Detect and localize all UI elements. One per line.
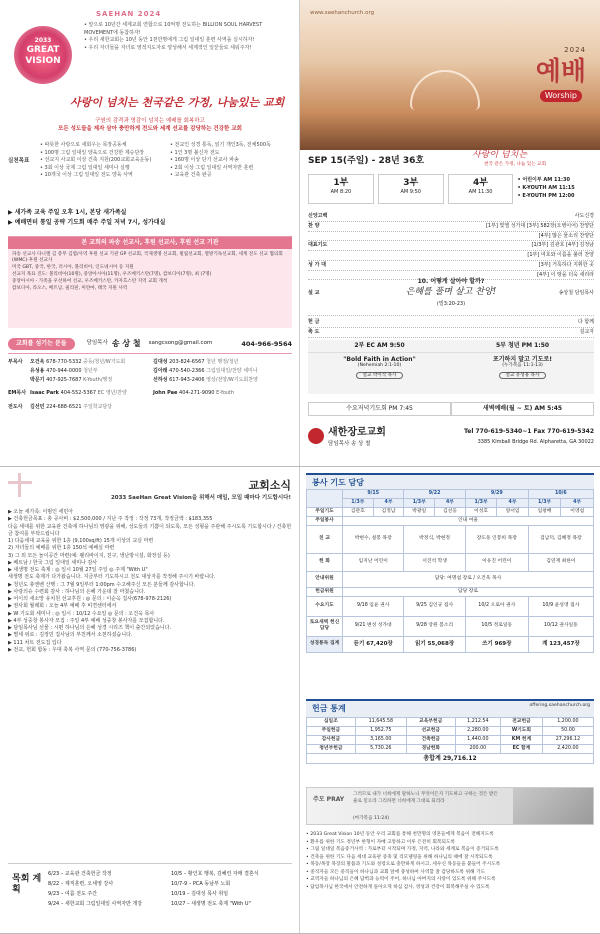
sermon-reference: (빌3:20-23)	[436, 301, 466, 307]
church-pastor: 담임목사 송 상 철	[328, 441, 371, 447]
gv-year: 2033	[34, 37, 52, 44]
table-row: 헌금위원 담당 장로	[307, 587, 594, 596]
cover-title: 예배	[535, 57, 586, 87]
mission-text: 중앙아시아 - 가족을 우선하여 선교, 우즈베키스탄, 카자흐스탄 지역 교회 개척	[12, 279, 168, 285]
vision-box	[8, 8, 292, 188]
news-panel	[0, 467, 300, 934]
news-item: ▶ 111 차트 전도집 입다	[8, 639, 62, 646]
mission-text: 파송 선교사 다니엘 김 총무 김엽/사역 후원 선교 기관 GP 선교회, 국제생명 선교회, 빌립선교회, 열방기독선교회, 세계 전도 선교 협의회(WMC)·후원 선교사	[12, 251, 283, 264]
church-address: 3385 Kimball Bridge Rd. Alpharetta, GA 30022	[477, 439, 594, 445]
order-row: [4부] 이 땅을 더욱 새리라	[308, 271, 594, 281]
church-footer	[308, 426, 594, 458]
news-item: ▶ 전교, 헌회 합동 : 우대 축복 사역 문의 (770-756-3786)	[8, 646, 137, 653]
meetings	[8, 208, 292, 227]
mission-text: 미국 GBT, 중국, 한국, 러시아, 볼리비아, 인도네시아 등 지원	[12, 265, 134, 271]
mission-goals	[8, 142, 292, 188]
sermon-label: 설 교	[308, 290, 320, 296]
news-subtitle: 2033 SaeHan Great Vision을 위해서 매일, 모일 때마다 기도합시다!	[110, 495, 291, 501]
cover-image	[300, 0, 600, 150]
service-box: 4부 AM 11:30	[448, 174, 514, 204]
staff-row: 김아래 470-540-2366 그림일대일/찬양 세미나	[153, 367, 258, 374]
news-item: ▶ 새생명 전도 축제 : ◎ 일시 10월 27일 주일 ◎ 주제 "With U"	[8, 567, 148, 573]
staff-row: 선하성 617-943-2406 영상/전양/W기도회찬양	[153, 377, 258, 383]
order-row: 성 가 대 [3부] 거룩하다 지휘한 곳	[308, 261, 594, 271]
plan-item: 10/27 – 새생명 전도 축제 "With U"	[171, 901, 251, 907]
church-name: 새한장로교회	[328, 427, 386, 438]
service-box: 3부 AM 9:50	[378, 174, 444, 204]
order-row: [1부] 여호와 이름을 불러 찬양	[308, 251, 594, 261]
plan-list	[48, 870, 288, 908]
news-item: 3) 그 외 모든 놀이공간 마련(예: 웰리바이지, 친구, 냉난방시설, 화장실 등)	[8, 552, 170, 559]
prayer-topic: • 담임목사님 한국에서 안전하게 돌아오게 하심 감사, 영성과 건강이 회복해주실 수 있도록	[306, 884, 490, 890]
prayer-topic: • 2033 Great Vision 10년 동안 우리 교회를 통해 천만명의 영혼들에게 복음이 전해지도록	[306, 832, 494, 837]
duty-table: 9/15 9/22 9/29 10/6 1/3부 4부 1/3부 4부 1/3부 4부 1/3부 4부 주일기도 김관호 김정남 박광일 김선웅 이성호 양서임 임창배 이영섭 주일봉사 인내 여울 친 교 박현수, 설봉 목장 박정식, 박현정 장도동 인봉희 목장 검남덕, 김혜정 목장 헌 화 임지난 어린이 서진석 학생 이유진 어린이 김연재 최한이 안내위원 담당: 여명섭 장로 / 오건욱 목사 헌금위원 담당 장로 수요기도 9/18 임윤 권사 9/25 김인규 집사 10/2 오로아 권사 10/9 윤성영 집사 토요새벽 헌신담당 9/21 변성 성가대 9/28 앙원 봄소리 10/5 정로일동 10/12 권사일동 성경통독 집계 듣기 67,420장 읽기 55,068장 쓰기 969장 계 123,457장	[306, 489, 594, 653]
mission-box	[8, 236, 292, 328]
staff-row: EM목사 Isaac Park 404-552-5367 EC 영년/찬양	[8, 390, 127, 397]
gv-line2: VISION	[25, 55, 61, 66]
goal-item: • 따뜻한 사랑으로 새회우는 목장공동체	[40, 142, 127, 148]
goal-item: • 160명 이상 단기 선교사 파송	[170, 157, 239, 163]
service-ec: 2부 EC AM 9:50	[354, 342, 405, 349]
order-row: 축 도 설교자	[308, 328, 594, 338]
order-row: 찬 양 [1부] 빛엘 성가대 [3부] 582장(오병이어) 찬양단	[308, 222, 594, 232]
prayer-topics	[306, 831, 594, 891]
news-item: ▶ 청년도 총엔벤 산행 : 그 7월 9일부터 1:00pm 수고해주신 모든 분들께 감사합니다.	[8, 581, 196, 588]
news-item: ▶ 사랑의슈 수련회 감사 : 하나님의 은혜 가운데 잘 마쳤습니다.	[8, 588, 146, 595]
date-slogan2: 천국 같은 가정, 나눔 있는 교회	[484, 162, 547, 167]
plan-item: 10/5 – 황인호 행복, 김혜린 자매 결혼식	[171, 871, 259, 877]
mission-label: 실천목표	[8, 158, 30, 164]
plan-title: 목회 계획	[12, 874, 42, 895]
vision-bullets	[84, 22, 288, 52]
table-row: 총합계 29,716.12	[307, 753, 594, 764]
date-line: SEP 15(주일) - 28년 36호	[308, 156, 425, 166]
table-row: 청년부헌금 5,730.26 경남헌화 200.00 EC 합계 2,420.00	[307, 744, 594, 753]
prayer-topic: • 교역자들 하나님의 은혜 담벽과 능력이 주어, 하나님 아버지의 사랑이 있도록 위해 주시도록	[306, 877, 496, 883]
news-item: 다음 세대를 위한 교육관 건축에 하나님의 영광을 위해, 성도들의 기쁨이 되도록, 모든 성형을 주관해 주시도록 기도합시다 / 건축헌금 참여를 부탁드립니다	[8, 523, 292, 537]
bulletin-inner-sheet	[0, 467, 600, 934]
plan-item: 9/23 – 여름 전도 주간	[48, 891, 98, 897]
cover-year: 2024	[564, 46, 586, 54]
table-row: 수요기도 9/18 임윤 권사 9/25 김인규 집사 10/2 오로아 권사 10/9 윤성영 집사	[307, 596, 594, 616]
other-services	[308, 340, 594, 394]
prayer-topic: • 목동/목장 목장의 말씀과 기도와 성령으로 충만하게 하시고, 세우신 목동들을 붙들어 주시도록	[306, 862, 501, 868]
news-title: 교회소식	[248, 479, 291, 492]
sermon-subtitle: 은혜를 풀며 살고 찬양!	[405, 287, 497, 297]
wednesday-prayer: 수요저녁기도회 PM 7:45	[308, 402, 451, 416]
senior-name: 송 상 철	[111, 338, 141, 348]
table-row: 감사헌금 3,165.00 건축헌금 1,440.00 KM 헌계 27,296.12	[307, 735, 594, 744]
church-url[interactable]: www.saehanchurch.org	[310, 10, 375, 16]
staff-list	[8, 359, 292, 410]
news-item: ▶ 건축헌금목표 : 총 공사비 : $2,500,000 / 지난 주 작정 : 작정 73개, 작정금액 : $183,355	[8, 516, 213, 523]
goal-item: • 2회 이상 그림 일대일 사역자반 훈련	[170, 164, 254, 171]
order-row: 대표기도 [1/3부] 김관호 [4부] 김정남	[308, 241, 594, 251]
prayer-topic: • 그림 일대일 복음증거사역 : 가로부터 시작되며 가정, 지역, 나라와 세계로 복음이 증거되도록	[306, 847, 499, 853]
ec-sermon: "Bold Faith in Action" (Nehemiah 2:1-10) 설교 박이삭 목사	[343, 355, 416, 378]
senior-phone: 404-966-9564	[241, 339, 292, 348]
offering-title: 헌금 통계	[306, 699, 594, 717]
staff-row: 부목사 오건욱 678-770-5332 중등/청년/W기도회	[8, 358, 126, 365]
table-row: 주일헌금 1,952.75 선교헌금 2,280.00 W기도회 50.00	[307, 726, 594, 735]
order-row: 신앙고백 사도신경	[308, 212, 594, 222]
service-box: 1부 AM 8:20	[308, 174, 374, 204]
verse-text: 그러므로 내가 너희에게 말하노니 무엇이든지 기도하고 구하는 것은 받은 줄로 믿으라 그리하면 너희에게 그대로 되리라	[353, 792, 498, 804]
service-schedule-panel	[300, 467, 600, 934]
news-list	[8, 509, 292, 654]
cover-subtitle: Worship	[540, 90, 582, 102]
prayer-topic: • 건축을 위한 기도 다음 세대 교육관 증축 및 리모델링을 위해 하나님의 때에 잘 시작되도록	[306, 854, 493, 860]
staff-row: 박문기 407-925-7687 K-Youth/행정	[30, 377, 113, 383]
plan-box	[8, 863, 292, 927]
goal-item: • 교육관 건축 완공	[170, 172, 212, 178]
goal-item: • 10개국 이상 그림 일대일 전도 양육 사역	[40, 172, 133, 178]
church-tel: Tel 770-619-5340~1 Fax 770-619-5342	[463, 428, 594, 435]
meeting-item: ▶ 새가족 교육 주일 오후 1시, 본당 새가족실	[8, 209, 127, 216]
goal-item: • 선교지 사교회 이상 건축 지원(200교회교육운동)	[40, 157, 152, 163]
vision-sub1: 구원의 감격과 영감이 넘치는 예배를 회복하고	[95, 118, 205, 124]
staff-row: 김대성 203-824-6567 청년 행정/청년	[153, 358, 239, 365]
table-row: 주일봉사 인내 여울	[307, 516, 594, 525]
plan-item: 8/22 – 제직훈련, 오세영 강사	[48, 881, 114, 887]
prayer-duty-title: 봉사 기도 담당	[306, 473, 594, 491]
order-list	[308, 212, 594, 280]
meeting-item: ▶ 예배면터 통일 공략 기도회 매주 주일 저녁 7시, 성가대실	[8, 218, 166, 226]
vision-sub2: 모든 성도들을 제자 삼아 충만하게 전도와 세계 선교를 감당하는 건강한 교회	[58, 126, 242, 132]
news-item: ▶ 오늘 새가족: 이범인 세민아	[8, 509, 74, 515]
verse-reference: (마가복음 11:24)	[353, 816, 390, 821]
date-slogan: 사랑이 넘치는	[472, 150, 528, 160]
table-row: 토요새벽 헌신담당 9/21 변성 성가대 9/28 앙원 봄소리 10/5 정로일동 10/12 권사일동	[307, 616, 594, 636]
news-item: ▶ 4부 성중창 봉사자 모집 : 주일 4부 예배 성중창 봉사자를 모집합니다.	[8, 617, 165, 624]
mission-text: 선교지 목표 진도: 볼리비아(10명), 중앙아시아(11명), 우즈베키스탄(7명), 캄보디아(7명), 최 (7명)	[12, 272, 212, 278]
vision-bullet: • 앞으로 10년간 세계교회 연합으로 10억명 전도하는 BILLION SOUL HARVEST MOVEMENT에 동참하자!	[84, 22, 263, 36]
prayer-topic: • 환우를 위한 기도 정년부 한형이 자매 고통하고 이루 은전히 회복되도록	[306, 839, 455, 845]
order-row: [4부] 많은 물소리 찬양단	[308, 232, 594, 242]
plan-item: 10/7-9 – PCA 동남부 노회	[171, 881, 231, 887]
table-row: 주일기도 김관호 김정남 박광일 김선웅 이성호 양서임 임창배 이영섭	[307, 507, 594, 516]
news-item: ▶ 베트남 / 한국 그림 일대일 세미나 감사	[8, 559, 98, 566]
verse-title: 주모 PRAY	[313, 796, 345, 803]
news-item: ▶ 별세 위로 : 김정민 집사님의 부친께서 소천하셨습니다.	[8, 632, 133, 639]
staff-row: John Pae 404-271-9090 E-Youth	[153, 390, 235, 397]
table-row: 안내위원 담당: 여명섭 장로 / 오건욱 목사	[307, 571, 594, 587]
news-item: 2) 자녀들의 예배를 위한 1층 150석 예배실 마련	[8, 545, 115, 552]
news-item: 새생명 전도 축제가 다가왔습니다. 지금부터 기도하시고 전도 대상자를 작정해 주시기 바랍니다.	[8, 574, 216, 581]
staff-box	[8, 338, 292, 460]
great-vision-badge	[14, 26, 72, 84]
news-item: 1) 다음세대 교육을 위한 1층 (9,100sq/ft) 15개 이상의 교실 마련	[8, 538, 154, 544]
mission-text: 캄보디아, 라오스, 베트남, 필리핀, 미얀마, 태국 지원 사역	[12, 285, 128, 291]
mission-heading: 본 교회의 파송 선교사, 후원 선교사, 후원 선교 기관	[8, 237, 292, 249]
sermon-title: 10. 어떻게 살아야 할까?	[417, 278, 485, 285]
news-item: ▶ 담임목사님 선물 : 시편 하나님의 은혜 성경 시리즈 책이 출간되었습니다.	[8, 625, 172, 631]
church-logo-icon	[308, 428, 324, 444]
prayer-topic: • 중직자들 모든 중직들이 하나님과 교회 앞에 충성하여 사역할 잘 감당하도록 위해 기도	[306, 869, 486, 875]
staff-row: 유성용 470-944-0000 청년부	[30, 367, 98, 374]
table-row: 십일조 11,645.58 교육부헌금 1,212.54 전교헌금 1,200.00	[307, 718, 594, 727]
sermon-block	[308, 276, 594, 316]
goal-item: • 3회 이상 국제 그림 일대일 세미나 실행	[40, 164, 130, 171]
news-item: ▶ 권사회 월례회 : 오늘 4부 예배 후 비젼센터에서	[8, 603, 117, 610]
goal-item: • 전교인 성경 통독, 읽기 개인3독, 전체500독	[170, 142, 271, 148]
vision-bullet: • 우리 새한교회는 10년 동안 1천만명에게 그림 일대일 훈련 사역을 실시하자!	[84, 37, 255, 43]
goal-item: • 1인 3명 불신자 전도	[170, 149, 220, 156]
prayer-verse-box	[306, 787, 594, 825]
vision-bullet: • 우리 자녀들을 자녀로 영적지도자로 양성해서 세계적인 일꾼들로 세워주자!	[84, 44, 252, 51]
senior-label: 담임목사	[86, 340, 108, 347]
pastors-heading: 교회를 섬기는 분들	[8, 338, 75, 350]
plan-item: 10/19 – 김대성 목사 취임	[171, 891, 229, 897]
offering-table	[306, 717, 594, 764]
praying-hands-image	[513, 788, 593, 824]
service-times	[308, 174, 594, 204]
table-row: 성경통독 집계 듣기 67,420장 읽기 55,068장 쓰기 969장 계 123,457장	[307, 636, 594, 652]
cross-icon	[8, 473, 32, 497]
vision-panel	[0, 0, 300, 467]
youth-times: • 어린이부 AM 11:30 • K-YOUTH AM 11:15 • E-YOUTH PM 12:00	[517, 177, 575, 199]
dawn-prayer: 새벽예배(월 ~ 토) AM 5:45	[451, 402, 594, 416]
after-sermon	[308, 318, 594, 338]
offering-url[interactable]: offering.saehanchurch.org	[529, 703, 590, 708]
order-of-worship-panel	[300, 0, 600, 467]
service-youth: 5부 청년 PM 1:50	[495, 342, 550, 349]
vision-slogan: 사랑이 넘치는 천국같은 가정, 나눔있는 교회	[70, 96, 285, 109]
staff-row: 전도사 김선민 224-688-6521 주일학교담당	[8, 403, 113, 410]
table-row: 헌 화 임지난 어린이 서진석 학생 이유진 어린이 김연재 최한이	[307, 553, 594, 571]
plan-item: 6/23 – 교육관 건축헌금 작정	[48, 871, 112, 877]
news-item: ▶ 어이의 새소망 유치원 선교후원 : ◎ 문의 : 이순옥 집사(678-978-2126)	[8, 596, 172, 602]
sermon-preacher: 송상철 담임목사	[558, 290, 594, 296]
goal-item: • 100명 그림 일대일 양육으로 건강한 제승단장	[40, 149, 145, 156]
book-heart-shape	[410, 70, 480, 110]
youth-sermon: 포기하지 말고 기도로! (누가복음 11:1-13) 설교 유성용 목사	[492, 355, 553, 378]
senior-email: sangcsong@gmail.com	[148, 340, 213, 347]
news-item: ▶ W 기도회 세미나 : ◎ 일시 : 10/12 수요일 ◎ 문의 : 오건욱 목사	[8, 610, 155, 617]
plan-item: 9/24 – 새한교회 그림일대일 사역자반 개강	[48, 901, 143, 907]
table-row: 친 교 박현수, 설봉 목장 박정식, 박현정 장도동 인봉희 목장 검남덕, 김혜정 목장	[307, 525, 594, 553]
saehan-tag: SAEHAN 2024	[96, 10, 162, 18]
order-row: 헌 금 다 함께	[308, 318, 594, 328]
prayer-meetings	[308, 402, 594, 416]
gv-line1: GREAT	[26, 44, 60, 55]
